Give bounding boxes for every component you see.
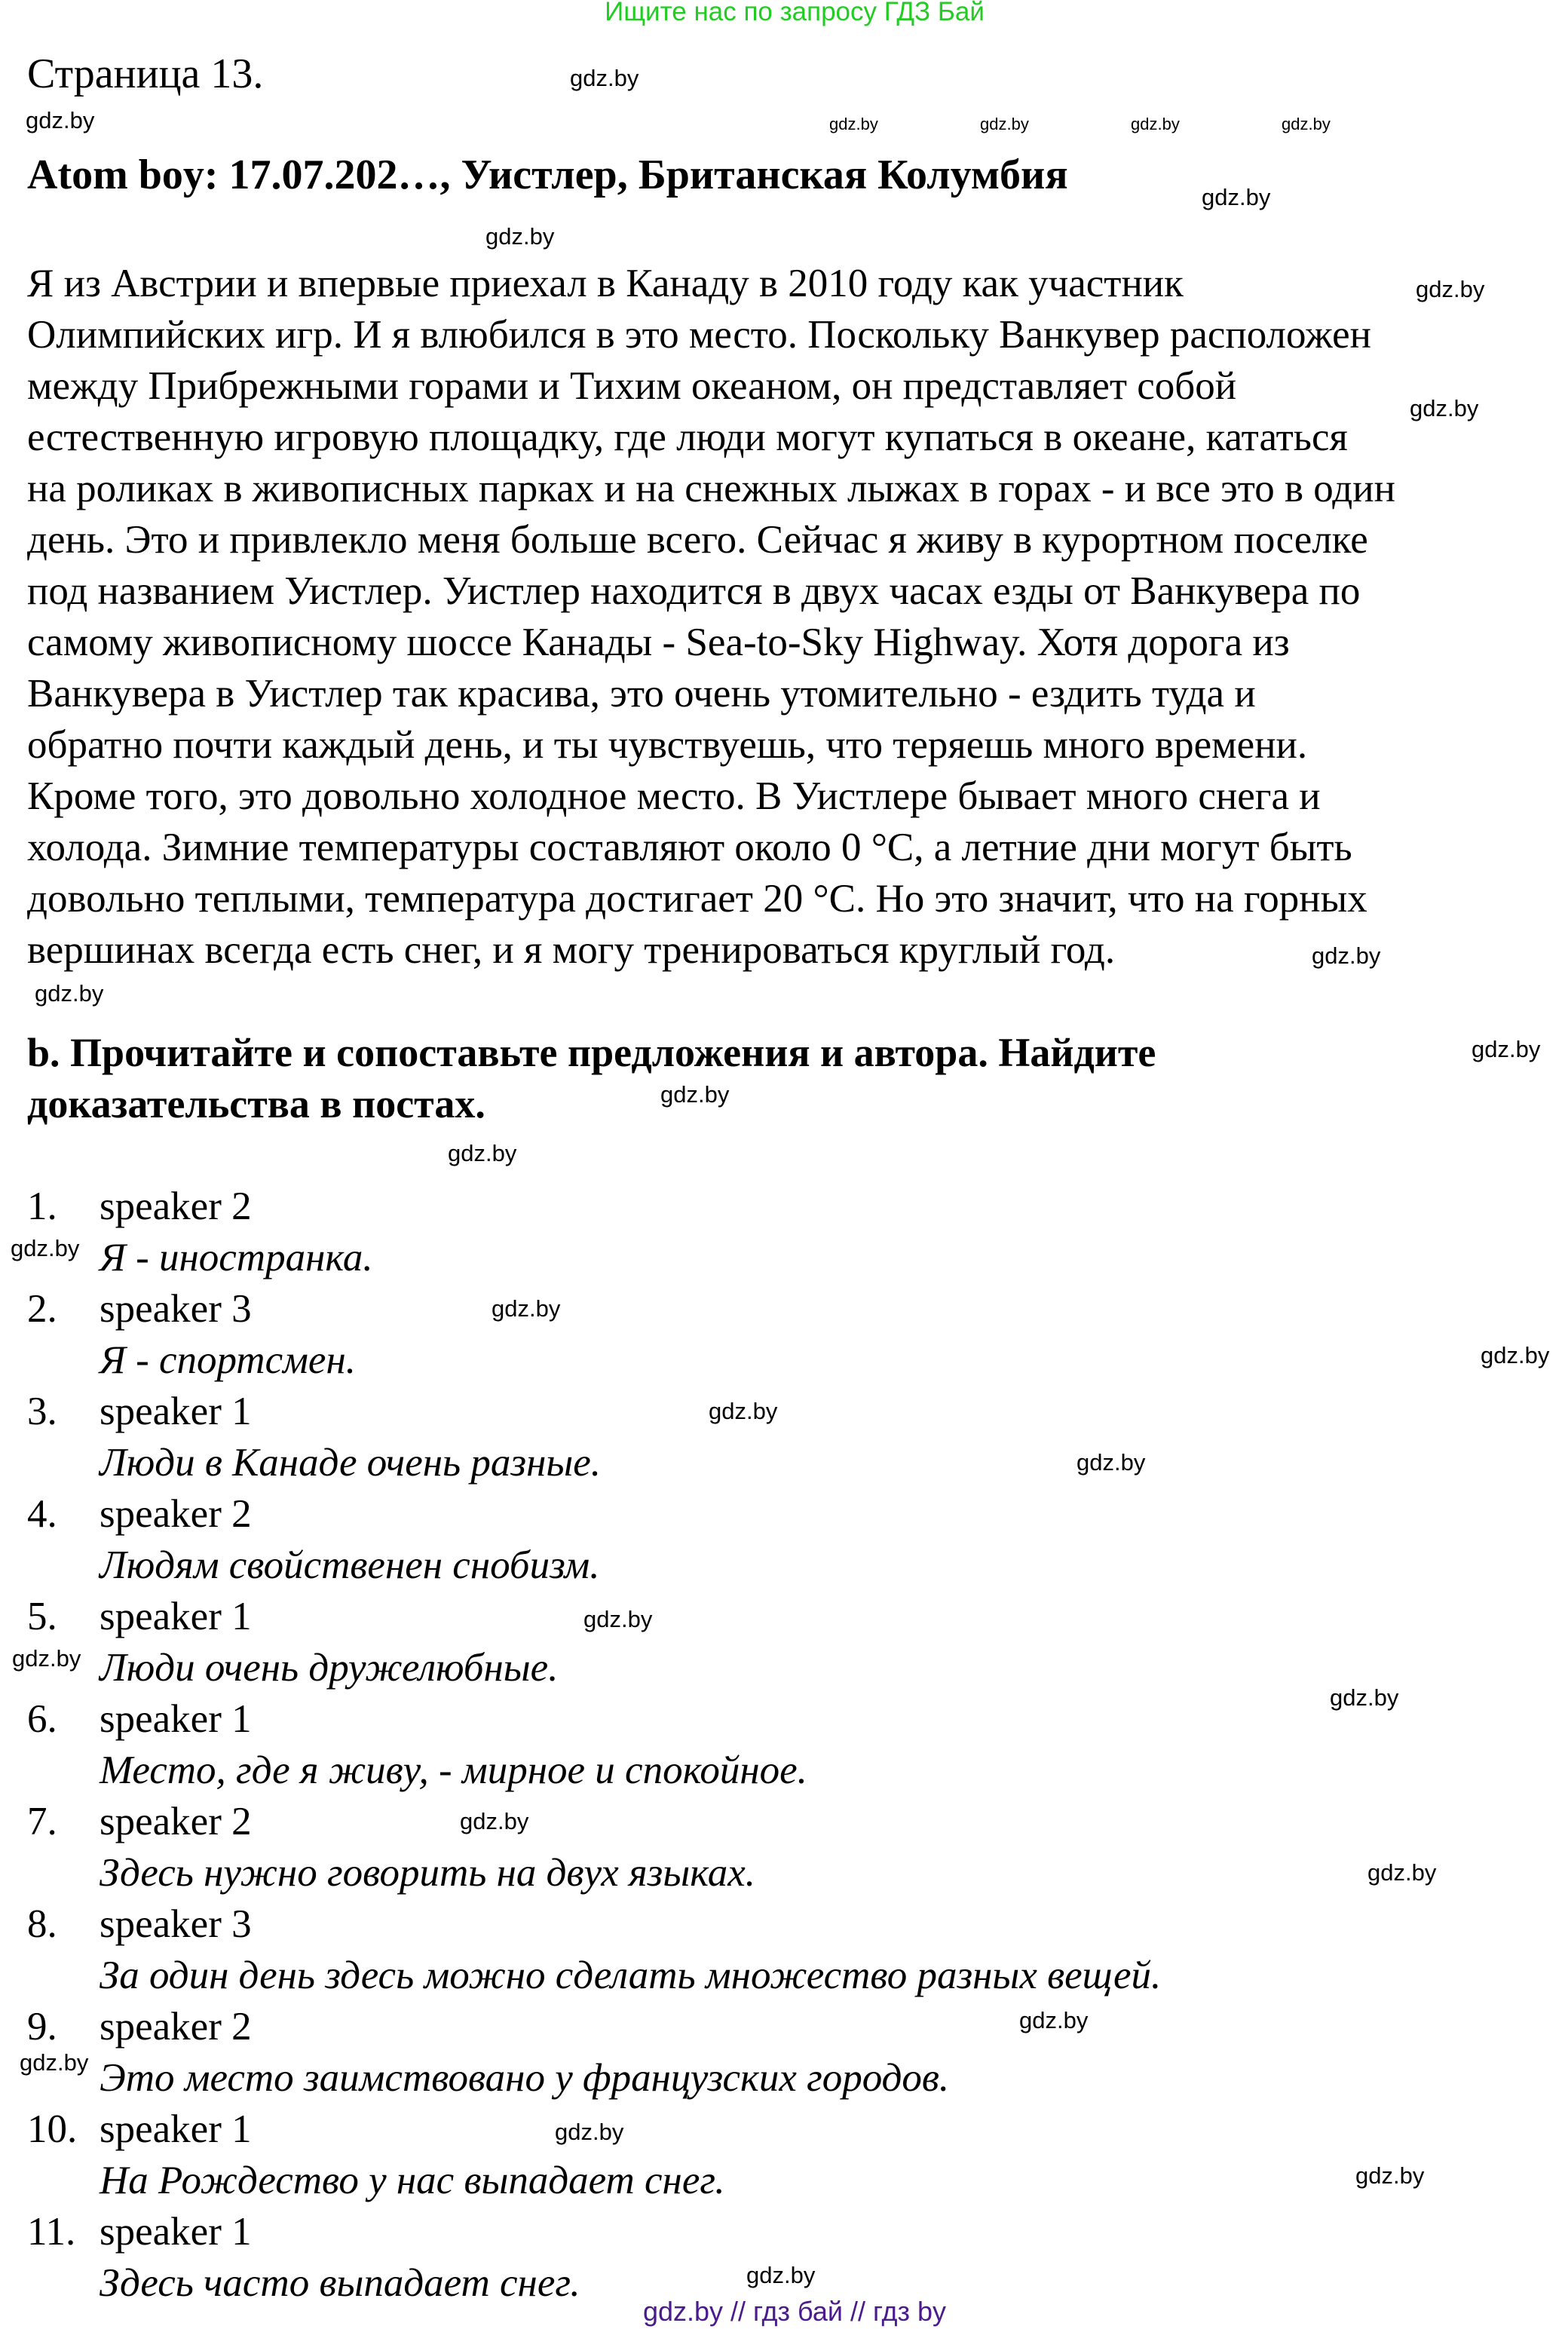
answer-speaker: speaker 1 <box>100 1595 252 1638</box>
answer-statement: Я - спортсмен. <box>100 1338 356 1382</box>
paragraph-line: естественную игровую площадку, где люди могут купаться в океане, кататься <box>27 415 1348 459</box>
paragraph-line: Кроме того, это довольно холодное место. В Уистлере бывает много снега и <box>27 774 1321 818</box>
answer-statement: Место, где я живу, - мирное и спокойное. <box>100 1748 807 1792</box>
watermark-text: gdz.by <box>1416 276 1485 302</box>
answer-number: 1. <box>27 1184 57 1228</box>
watermark-text: gdz.by <box>12 1645 81 1672</box>
answer-speaker: speaker 1 <box>100 1390 252 1433</box>
watermark-text: gdz.by <box>583 1606 653 1632</box>
answer-statement: За один день здесь можно сделать множество разных вещей. <box>100 1954 1162 1997</box>
watermark-text: gdz.by <box>448 1140 517 1166</box>
watermark-text: gdz.by <box>1131 115 1180 133</box>
post-heading: Atom boy: 17.07.202…, Уистлер, Британская Колумбия <box>27 152 1068 198</box>
answer-statement: Это место заимствовано у французских городов. <box>100 2056 950 2100</box>
watermark-text: gdz.by <box>1472 1036 1541 1062</box>
watermark-text: gdz.by <box>35 980 104 1007</box>
watermark-text: gdz.by <box>570 65 639 91</box>
watermark-text: gdz.by <box>485 223 555 250</box>
paragraph-line: Ванкувера в Уистлер так красива, это очень утомительно - ездить туда и <box>27 672 1256 716</box>
answer-speaker: speaker 1 <box>100 2107 252 2151</box>
answer-number: 10. <box>27 2107 78 2151</box>
watermark-text: gdz.by <box>1367 1859 1437 1886</box>
paragraph-line: под названием Уистлер. Уистлер находится в двух часах езды от Ванкувера по <box>27 569 1361 613</box>
watermark-text: gdz.by <box>1282 115 1331 133</box>
answer-statement: Людям свойственен снобизм. <box>100 1543 600 1587</box>
answer-number: 3. <box>27 1390 57 1433</box>
top-banner: Ищите нас по запросу ГДЗ Бай <box>605 0 985 26</box>
watermark-text: gdz.by <box>26 107 95 133</box>
watermark-text: gdz.by <box>492 1295 561 1322</box>
answer-number: 4. <box>27 1492 57 1536</box>
answer-number: 11. <box>27 2210 76 2254</box>
watermark-text: gdz.by <box>1076 1449 1146 1476</box>
watermark-text: gdz.by <box>746 2262 816 2288</box>
footer-links[interactable]: gdz.by // гдз бай // гдз by <box>642 2296 947 2327</box>
paragraph-line: Я из Австрии и впервые приехал в Канаду в 2010 году как участник <box>27 262 1184 305</box>
paragraph-line: довольно теплыми, температура достигает 20 °C. Но это значит, что на горных <box>27 877 1367 921</box>
watermark-text: gdz.by <box>709 1398 778 1424</box>
paragraph-line: на роликах в живописных парках и на снежных лыжах в горах - и все это в один <box>27 467 1395 510</box>
answer-speaker: speaker 3 <box>100 1902 252 1946</box>
answer-speaker: speaker 1 <box>100 2210 252 2254</box>
paragraph-line: самому живописному шоссе Канады - Sea-to-Sky Highway. Хотя дорога из <box>27 621 1290 664</box>
answer-statement: Люди очень дружелюбные. <box>100 1646 559 1690</box>
answer-speaker: speaker 2 <box>100 1800 252 1843</box>
paragraph-line: Олимпийских игр. И я влюбился в это место. Поскольку Ванкувер расположен <box>27 313 1371 357</box>
task-heading-line: доказательства в постах. <box>27 1081 485 1126</box>
watermark-text: gdz.by <box>20 2049 89 2076</box>
answer-speaker: speaker 2 <box>100 2005 252 2049</box>
watermark-text: gdz.by <box>11 1235 80 1261</box>
paragraph-line: между Прибрежными горами и Тихим океаном, он представляет собой <box>27 364 1237 408</box>
watermark-text: gdz.by <box>980 115 1029 133</box>
paragraph-line: вершинах всегда есть снег, и я могу тренироваться круглый год. <box>27 928 1116 972</box>
answer-statement: Я - иностранка. <box>100 1236 373 1279</box>
paragraph-line: холода. Зимние температуры составляют около 0 °C, а летние дни могут быть <box>27 826 1352 869</box>
answer-speaker: speaker 2 <box>100 1492 252 1536</box>
watermark-text: gdz.by <box>829 115 878 133</box>
answer-number: 8. <box>27 1902 57 1946</box>
answer-statement: Здесь нужно говорить на двух языках. <box>100 1851 755 1895</box>
watermark-text: gdz.by <box>555 2119 624 2145</box>
answer-number: 5. <box>27 1595 57 1638</box>
answer-statement: На Рождество у нас выпадает снег. <box>100 2159 725 2202</box>
answer-speaker: speaker 2 <box>100 1184 252 1228</box>
answer-number: 2. <box>27 1287 57 1331</box>
answer-number: 6. <box>27 1697 57 1741</box>
page-title: Страница 13. <box>27 51 264 97</box>
watermark-text: gdz.by <box>1019 2007 1089 2033</box>
answer-speaker: speaker 1 <box>100 1697 252 1741</box>
watermark-text: gdz.by <box>1355 2162 1425 2189</box>
answer-statement: Здесь часто выпадает снег. <box>100 2261 580 2305</box>
watermark-text: gdz.by <box>1410 395 1479 421</box>
answer-number: 7. <box>27 1800 57 1843</box>
watermark-text: gdz.by <box>1312 942 1381 969</box>
answer-number: 9. <box>27 2005 57 2049</box>
watermark-text: gdz.by <box>1202 184 1271 210</box>
watermark-text: gdz.by <box>1481 1342 1550 1368</box>
paragraph-line: обратно почти каждый день, и ты чувствуешь, что теряешь много времени. <box>27 723 1308 767</box>
watermark-text: gdz.by <box>660 1081 730 1108</box>
answer-speaker: speaker 3 <box>100 1287 252 1331</box>
task-heading-line: b. Прочитайте и сопоставьте предложения и автора. Найдите <box>27 1030 1156 1075</box>
paragraph-line: день. Это и привлекло меня больше всего. Сейчас я живу в курортном поселке <box>27 518 1368 562</box>
watermark-text: gdz.by <box>460 1808 529 1834</box>
watermark-text: gdz.by <box>1330 1684 1399 1711</box>
answer-statement: Люди в Канаде очень разные. <box>100 1441 602 1485</box>
